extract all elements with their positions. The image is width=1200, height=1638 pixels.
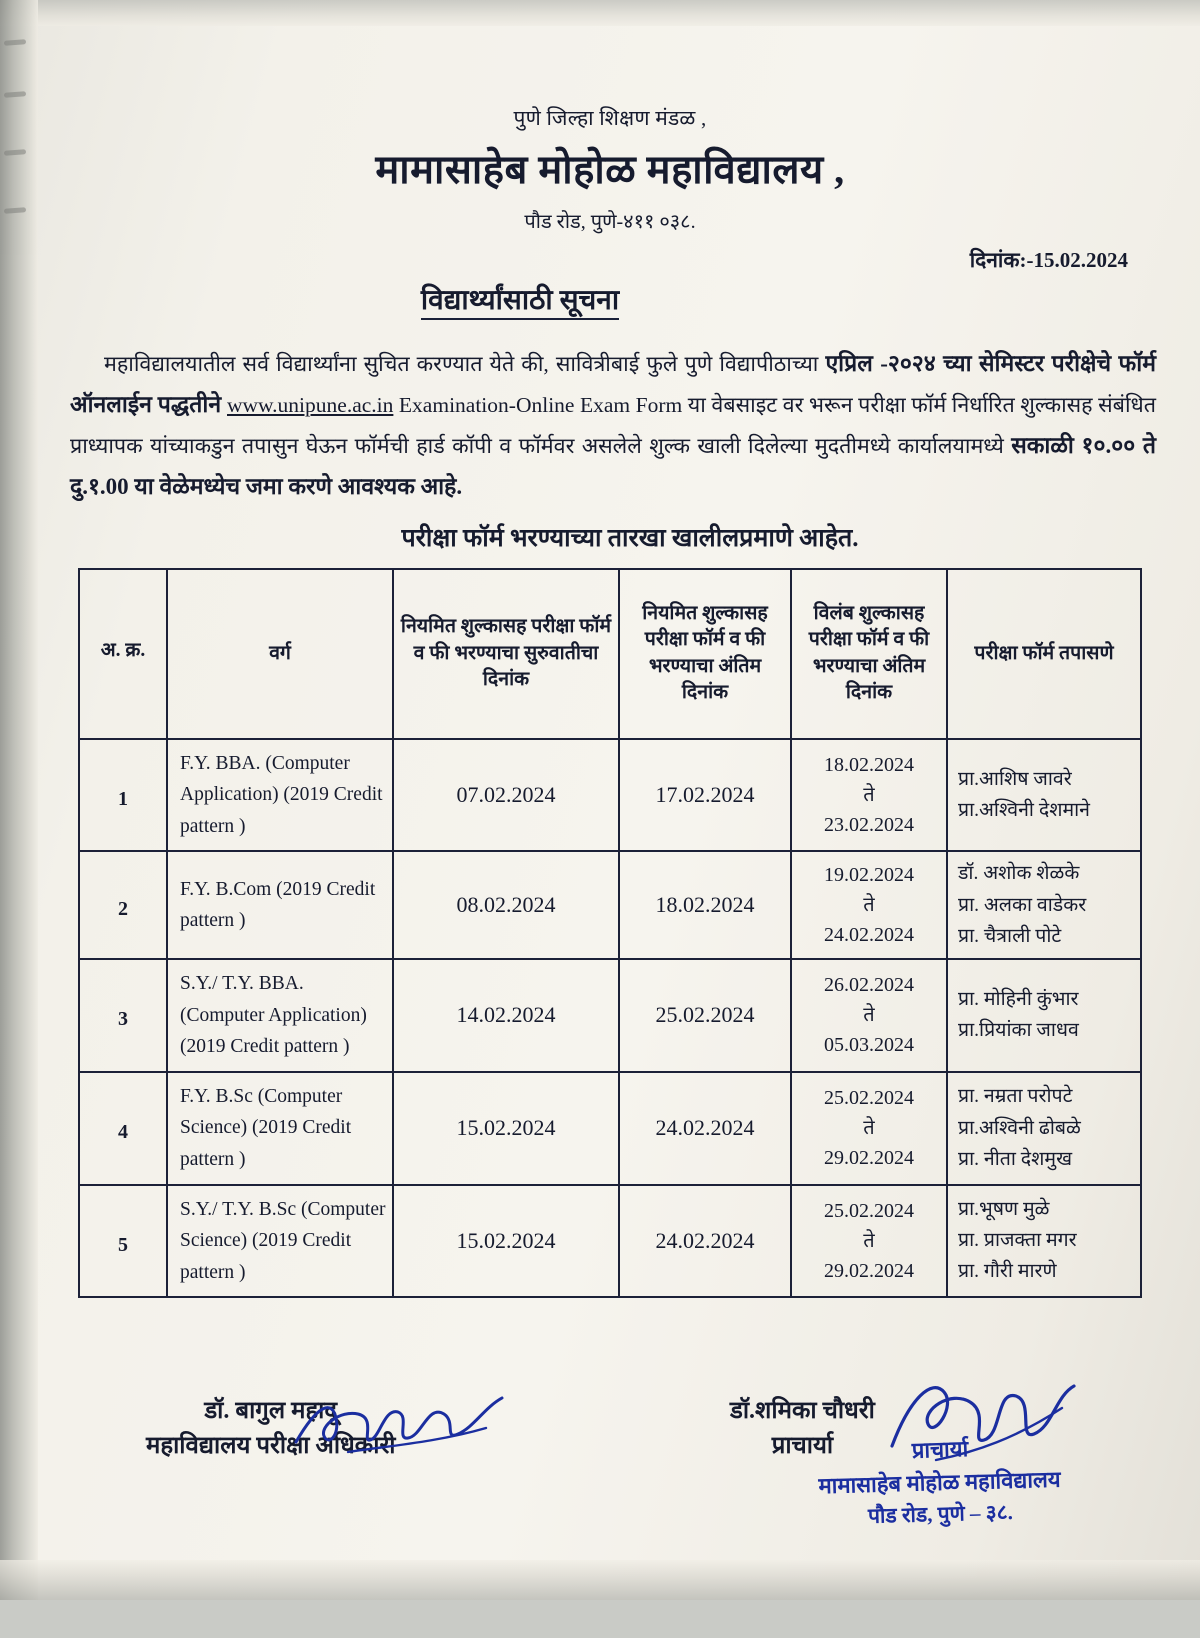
stamp-principal-line: प्राचार्या [911, 1436, 969, 1464]
verifier-name: प्रा.अश्विनी ढोबळे [958, 1117, 1081, 1139]
cell-start-date: 14.02.2024 [393, 959, 619, 1072]
cell-late-date [791, 1185, 947, 1298]
cell-class: F.Y. B.Com (2019 Credit pattern ) [167, 851, 393, 959]
cell-serial: 5 [79, 1185, 167, 1298]
cell-last-date: 24.02.2024 [619, 1185, 791, 1298]
cell-start-date: 15.02.2024 [393, 1072, 619, 1185]
para-part-3: Examination-Online Exam Form [393, 392, 688, 417]
exam-officer-designation: महाविद्यालय परीक्षा अधिकारी [146, 1433, 396, 1460]
late-separator: ते [863, 784, 875, 807]
cell-verifier [947, 959, 1141, 1072]
para-part-4: या वेबसाइट वर भरून परीक्षा फॉर्म निर्धारित शुल्कासह संबंधित प्राध्यापक यांच्याकडुन तपासुन घेऊन फॉर्मची हार्ड कॉपी व फॉर्मवर असलेले शुल्क खाली दिलेल्या मुदतीमध्ये कार्यालयामध्ये [70, 392, 1156, 458]
col-header-serial: अ. क्र. [79, 569, 167, 739]
cell-serial: 1 [79, 739, 167, 852]
cell-class: F.Y. BBA. (Computer Application) (2019 Credit pattern ) [167, 739, 393, 852]
cell-class: F.Y. B.Sc (Computer Science) (2019 Credit pattern ) [167, 1072, 393, 1185]
exam-officer-name: डॉ. बागुल महादू [204, 1398, 338, 1425]
verifier-name: प्रा.अश्विनी देशमाने [958, 800, 1090, 822]
cell-last-date: 25.02.2024 [619, 959, 791, 1072]
col-header-last-date: नियमित शुल्कासह परीक्षा फॉर्म व फी भरण्याचा अंतिम दिनांक [619, 569, 791, 739]
verifier-name: प्रा. नीता देशमुख [958, 1148, 1073, 1170]
college-rubber-stamp [729, 1460, 1151, 1536]
para-part-1: महाविद्यालयातील सर्व विद्यार्थ्यांना सुचित करण्यात येते की, सावित्रीबाई फुले पुणे विद्यापीठाच्या [104, 352, 826, 376]
page-left-binding-edge [0, 0, 38, 1600]
late-separator: ते [863, 1004, 875, 1027]
cell-late-date [791, 959, 947, 1072]
para-part-2: एप्रिल -२०२४ च्या सेमिस्टर परीक्षेचे फॉर्म ऑनलाईन पद्धतीने [70, 351, 1157, 417]
verifier-name: प्रा. प्राजक्ता मगर [958, 1230, 1077, 1252]
college-address: पौड रोड, पुणे-४११ ०३८. [524, 211, 696, 233]
verifier-name: प्रा. चैत्राली पोटे [958, 925, 1062, 947]
late-to: 24.02.2024 [824, 924, 914, 947]
late-from: 18.02.2024 [824, 754, 914, 777]
late-from: 25.02.2024 [824, 1087, 914, 1110]
letterhead [40, 104, 1180, 234]
cell-last-date: 18.02.2024 [619, 851, 791, 959]
cell-late-date [791, 739, 947, 852]
signature-area [40, 1338, 1180, 1638]
cell-last-date: 24.02.2024 [619, 1072, 791, 1185]
organization-name: पुणे जिल्हा शिक्षण मंडळ , [513, 106, 707, 130]
late-to: 29.02.2024 [824, 1259, 914, 1282]
verifier-name: प्रा.भूषण मुळे [958, 1199, 1050, 1221]
verifier-name: प्रा.आशिष जावरे [958, 768, 1072, 790]
cell-serial: 4 [79, 1072, 167, 1185]
cell-class: S.Y./ T.Y. B.Sc (Computer Science) (2019 Credit pattern ) [167, 1185, 393, 1298]
cell-serial: 2 [79, 851, 167, 959]
table-row [79, 1072, 1141, 1185]
stamp-college-address: पौड रोड, पुणे – ३८. [867, 1500, 1014, 1529]
table-header-row [79, 569, 1141, 739]
handwritten-signature-icon [288, 1384, 518, 1464]
page-title [40, 280, 1180, 318]
table-row [79, 1185, 1141, 1298]
unipune-website-link[interactable]: www.unipune.ac.in [227, 392, 394, 417]
verifier-name: प्रा. गौरी मारणे [958, 1261, 1057, 1283]
late-separator: ते [863, 1117, 875, 1140]
signature-block-exam-officer [146, 1394, 395, 1464]
late-from: 26.02.2024 [824, 974, 914, 997]
col-header-class: वर्ग [167, 569, 393, 739]
notice-sheet [40, 26, 1180, 1566]
late-from: 25.02.2024 [824, 1199, 914, 1222]
late-to: 05.03.2024 [824, 1034, 914, 1057]
cell-verifier [947, 851, 1141, 959]
col-header-start-date: नियमित शुल्कासह परीक्षा फॉर्म व फी भरण्याचा सुरुवातीचा दिनांक [393, 569, 619, 739]
verifier-name: डॉ. अशोक शेळके [958, 863, 1080, 885]
cell-late-date [791, 1072, 947, 1185]
page-top-edge [0, 0, 1200, 26]
col-header-late-date: विलंब शुल्कासह परीक्षा फॉर्म व फी भरण्याचा अंतिम दिनांक [791, 569, 947, 739]
late-from: 19.02.2024 [824, 864, 914, 887]
cell-late-date [791, 851, 947, 959]
late-to: 29.02.2024 [824, 1147, 914, 1170]
para-part-5: सकाळी १०.०० ते दु.१.00 या वेळेमध्येच जमा करणे आवश्यक आहे. [70, 432, 1156, 499]
verifier-name: प्रा. अलका वाडेकर [958, 894, 1087, 916]
principal-name: डॉ.शमिका चौधरी [730, 1398, 875, 1425]
cell-verifier [947, 1185, 1141, 1298]
cell-start-date: 15.02.2024 [393, 1185, 619, 1298]
verifier-name: प्रा. मोहिनी कुंभार [958, 989, 1079, 1011]
cell-start-date: 08.02.2024 [393, 851, 619, 959]
cell-serial: 3 [79, 959, 167, 1072]
late-to: 23.02.2024 [824, 814, 914, 837]
table-row [79, 739, 1141, 852]
col-header-verifier: परीक्षा फॉर्म तपासणे [947, 569, 1141, 739]
table-row [79, 851, 1141, 959]
notice-body-paragraph [70, 344, 1156, 508]
page-title-text: विद्यार्थ्यांसाठी सूचना [421, 285, 619, 320]
verifier-name: प्रा.प्रियांका जाधव [958, 1020, 1079, 1042]
stamp-college-name: मामासाहेब मोहोळ महाविद्यालय [818, 1466, 1061, 1499]
late-separator: ते [863, 894, 875, 917]
cell-verifier [947, 1072, 1141, 1185]
cell-last-date: 17.02.2024 [619, 739, 791, 852]
exam-form-schedule-table [78, 568, 1142, 1299]
late-separator: ते [863, 1229, 875, 1252]
notice-date: दिनांक:-15.02.2024 [969, 248, 1128, 272]
principal-designation: प्राचार्या [771, 1433, 834, 1460]
cell-class: S.Y./ T.Y. BBA. (Computer Application) (2019 Credit pattern ) [167, 959, 393, 1072]
college-name: मामासाहेब मोहोळ महाविद्यालय , [375, 147, 845, 192]
cell-start-date: 07.02.2024 [393, 739, 619, 852]
schedule-subtitle: परीक्षा फॉर्म भरण्याच्या तारखा खालीलप्रमाणे आहेत. [401, 524, 859, 552]
verifier-name: प्रा. नम्रता परोपटे [958, 1086, 1073, 1108]
cell-verifier [947, 739, 1141, 852]
table-row [79, 959, 1141, 1072]
